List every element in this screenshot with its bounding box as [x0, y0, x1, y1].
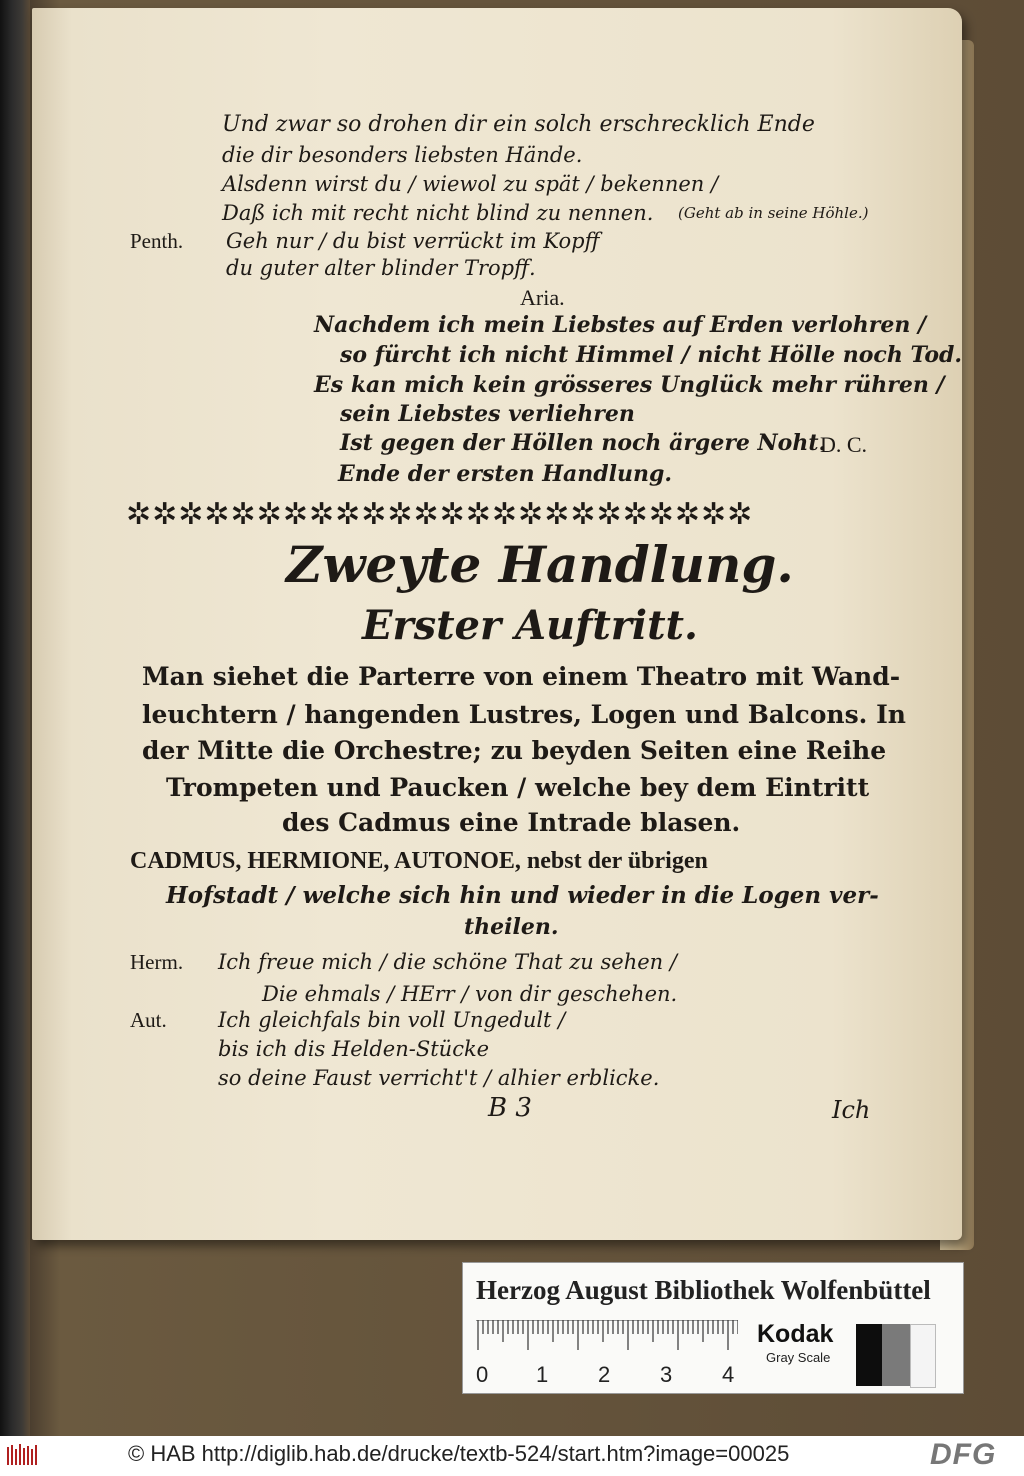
- kodak-gray-scale-label: Gray Scale: [766, 1350, 831, 1365]
- aria-line-1: Nachdem ich mein Liebstes auf Erden verlohren /: [314, 312, 927, 338]
- aria-title: Aria.: [520, 285, 565, 310]
- gray-swatch-white: [910, 1324, 936, 1388]
- speaker-penth: Penth.: [130, 229, 184, 253]
- ruler-number-3: 3: [660, 1362, 673, 1387]
- scene-description-line-1: Man siehet die Parterre von einem Theatro mit Wand-: [142, 662, 901, 691]
- scene-description-line-5: des Cadmus eine Intrade blasen.: [282, 808, 741, 837]
- verse-line-2: die dir besonders liebsten Hände.: [222, 143, 583, 167]
- penth-line-2: du guter alter blinder Tropff.: [226, 256, 536, 280]
- scene-description-line-3: der Mitte die Orchestre; zu beyden Seiten eine Reihe: [142, 736, 887, 765]
- speaker-aut: Aut.: [130, 1008, 167, 1032]
- scene-description-line-2: leuchtern / hangenden Lustres, Logen und Balcons. In: [142, 700, 906, 729]
- aria-line-4: sein Liebstes verliehren: [340, 401, 635, 427]
- cast-line-3: theilen.: [464, 914, 559, 940]
- gray-swatch-mid: [882, 1324, 910, 1386]
- scene-title: Erster Auftritt.: [362, 602, 698, 649]
- herm-line-2: Die ehmals / HErr / von dir geschehen.: [262, 982, 678, 1006]
- hab-logo-icon: [6, 1443, 40, 1467]
- verse-line-3: Alsdenn wirst du / wiewol zu spät / bekennen /: [222, 172, 719, 196]
- aut-line-3: so deine Faust verricht't / alhier erblicke.: [218, 1066, 660, 1090]
- kodak-brand: Kodak: [757, 1320, 834, 1348]
- dfg-logo: DFG: [930, 1438, 997, 1471]
- herm-line-1: Ich freue mich / die schöne That zu sehen /: [218, 950, 677, 974]
- da-capo-mark: D. C.: [820, 432, 868, 457]
- aut-line-1: Ich gleichfals bin voll Ungedult /: [218, 1008, 566, 1032]
- scale-ruler: [476, 1320, 738, 1354]
- aria-line-2: so fürcht ich nicht Himmel / nicht Hölle noch Tod.: [340, 342, 963, 368]
- scene-description-line-4: Trompeten und Paucken / welche bey dem Eintritt: [166, 773, 870, 802]
- ornament-divider: ✲✲✲✲✲✲✲✲✲✲✲✲✲✲✲✲✲✲✲✲✲✲✲✲: [126, 497, 754, 532]
- cast-line-1: CADMUS, HERMIONE, AUTONOE, nebst der übrigen: [130, 848, 708, 874]
- verse-line-1: Und zwar so drohen dir ein solch erschrecklich Ende: [222, 112, 815, 137]
- ruler-number-0: 0: [476, 1362, 489, 1387]
- penth-line-1: Geh nur / du bist verrückt im Kopff: [226, 229, 600, 253]
- speaker-herm: Herm.: [130, 950, 184, 974]
- aria-line-3: Es kan mich kein grösseres Unglück mehr rühren /: [314, 372, 945, 398]
- ruler-number-2: 2: [598, 1362, 611, 1387]
- act-title: Zweyte Handlung.: [286, 535, 794, 594]
- act-end: Ende der ersten Handlung.: [338, 461, 673, 487]
- ruler-number-4: 4: [722, 1362, 735, 1387]
- aria-line-5: Ist gegen der Höllen noch ärgere Noht.: [340, 430, 827, 456]
- signature-mark: B 3: [488, 1093, 532, 1123]
- verse-line-4: Daß ich mit recht nicht blind zu nennen.: [222, 201, 654, 225]
- aut-line-2: bis ich dis Helden-Stücke: [218, 1037, 490, 1061]
- catchword: Ich: [832, 1096, 871, 1124]
- ruler-number-1: 1: [536, 1362, 549, 1387]
- cast-line-2: Hofstadt / welche sich hin und wieder in die Logen ver-: [166, 882, 879, 909]
- book-spine: [0, 0, 30, 1436]
- stage-direction: (Geht ab in seine Höhle.): [678, 204, 869, 222]
- footer-url[interactable]: © HAB http://diglib.hab.de/drucke/textb-524/start.htm?image=00025: [128, 1441, 790, 1466]
- library-name: Herzog August Bibliothek Wolfenbüttel: [476, 1275, 931, 1305]
- gray-swatch-black: [856, 1324, 882, 1386]
